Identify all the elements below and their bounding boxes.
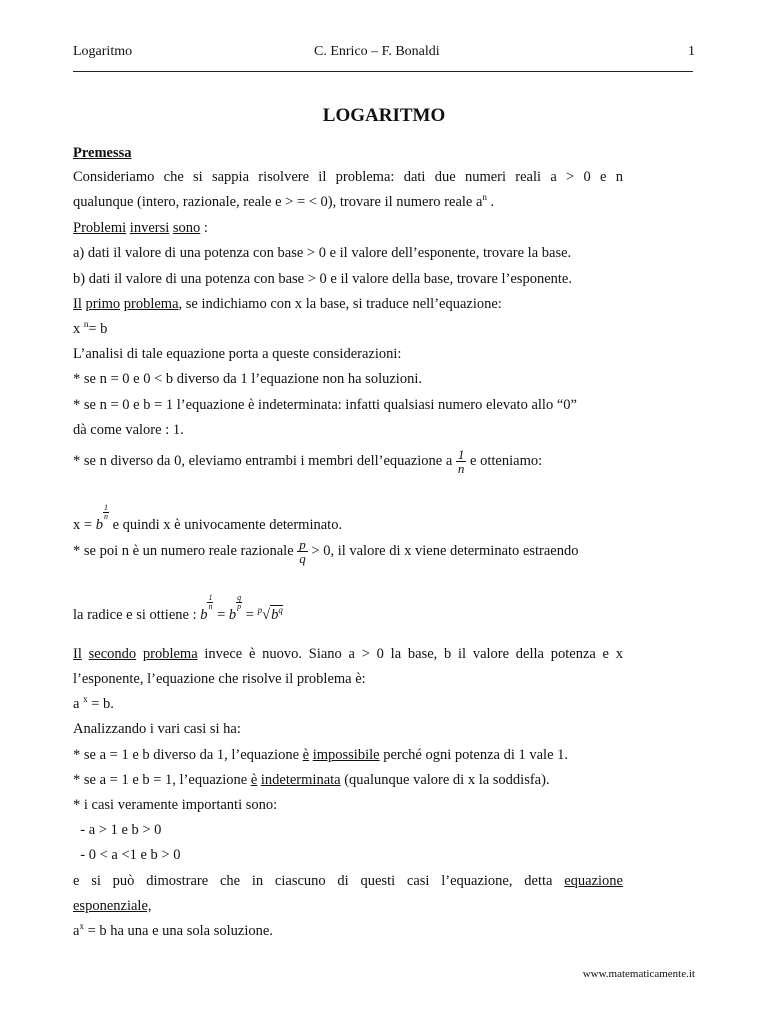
fraction-p-over-q: $\frac{p}{q}$ xyxy=(299,537,306,566)
second-problem-line-2: l’esponente, l’equazione che risolve il problema è: xyxy=(73,671,366,687)
first-problem-intro: Il primo problema, se indichiamo con x la base, si traduce nell’equazione: xyxy=(73,296,502,312)
equation-1: x $^n$= b xyxy=(73,319,108,337)
footer-website: www.matematicamente.it xyxy=(582,968,695,980)
case-4: * se poi n è un numero reale razionale $\frac{p}{q}$ > 0, il valore di x viene determinato estraendo xyxy=(73,537,579,566)
conclusion-line-1: e si può dimostrare che in ciascuno di questi casi l’equazione, detta equazione xyxy=(73,873,623,889)
exp-case-3b: - 0 < a <1 e b > 0 xyxy=(73,847,181,863)
case-3: * se n diverso da 0, eleviamo entrambi i membri dell’equazione a $\frac{1}{n}$ e otteniamo: xyxy=(73,447,543,476)
case-1: * se n = 0 e 0 < b diverso da 1 l’equazione non ha soluzioni. xyxy=(73,371,422,387)
analysis-intro: L’analisi di tale equazione porta a queste considerazioni: xyxy=(73,346,402,362)
inverse-problems-heading: Problemi inversi sono : xyxy=(73,220,208,236)
page-title: LOGARITMO xyxy=(322,105,446,126)
equation-2: a $^x$ = b. xyxy=(73,694,114,712)
header-authors: C. Enrico – F. Bonaldi xyxy=(314,44,440,59)
second-problem-line-1: Il secondo problema invece è nuovo. Siano a > 0 la base, b il valore della potenza e x xyxy=(73,646,623,662)
fraction-one-over-n: $\frac{1}{n}$ xyxy=(457,447,465,476)
cases-intro: Analizzando i vari casi si ha: xyxy=(73,721,241,737)
exp-case-3a: - a > 1 e b > 0 xyxy=(73,822,162,838)
exp-case-1: * se a = 1 e b diverso da 1, l’equazione è impossibile perché ogni potenza di 1 vale 1. xyxy=(73,747,569,763)
solution-1: x = b $\frac{1}{n}$ e quindi x è univocamente determinato. xyxy=(73,503,343,533)
inverse-problem-b: b) dati il valore di una potenza con base > 0 e il valore della base, trovare l’esponente. xyxy=(73,271,572,287)
header-rule xyxy=(73,71,693,72)
header-left: Logaritmo xyxy=(73,44,133,59)
premise-line-2: qualunque (intero, razionale, reale e > = < 0), trovare il numero reale $a^n$ . xyxy=(73,192,495,210)
final-statement: $a^x = b$ ha una e una sola soluzione. xyxy=(73,921,273,939)
exp-case-2: * se a = 1 e b = 1, l’equazione è indeterminata (qualunque valore di x la soddisfa). xyxy=(73,772,550,788)
premise-line-1: Consideriamo che si sappia risolvere il problema: dati due numeri reali a > 0 e n xyxy=(73,169,623,185)
root-formula: la radice e si ottiene : b $\frac{1}{n}$ = b $\frac{q}{p}$ = $^p√b^q$ xyxy=(73,593,283,623)
case-2-line-2: dà come valore : 1. xyxy=(73,422,184,438)
exp-case-3: * i casi veramente importanti sono: xyxy=(73,797,278,813)
header-page-number: 1 xyxy=(688,44,695,59)
conclusion-line-2: esponenziale, xyxy=(73,898,152,914)
section-heading: Premessa xyxy=(73,145,132,161)
inverse-problem-a: a) dati il valore di una potenza con base > 0 e il valore dell’esponente, trovare la base. xyxy=(73,245,572,261)
case-2-line-1: * se n = 0 e b = 1 l’equazione è indeterminata: infatti qualsiasi numero elevato allo “0” xyxy=(73,397,577,413)
